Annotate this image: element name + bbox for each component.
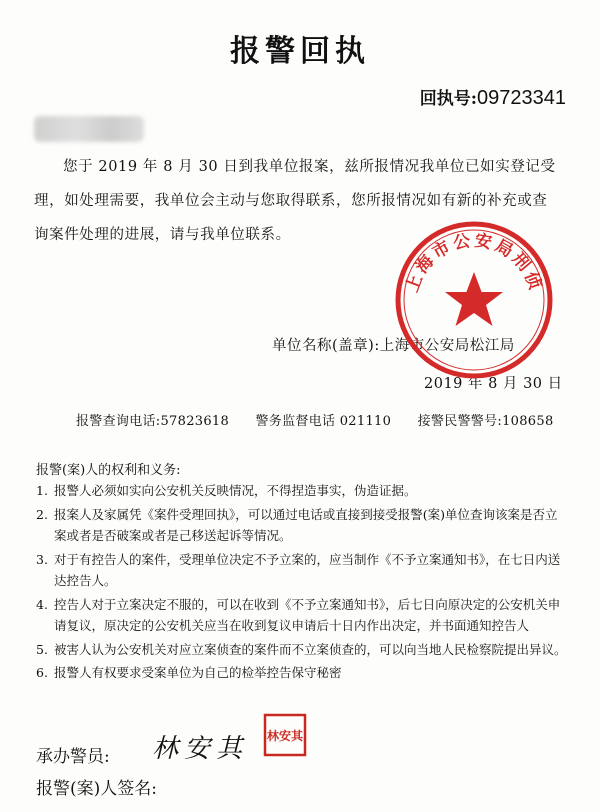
rights-item-number: 2. [36,506,48,522]
rights-item [36,480,568,502]
rights-item [36,639,568,661]
rights-item-number: 6. [36,665,48,680]
issue-date: 2019 年 8 月 30 日 [424,376,563,392]
reporter-signature-label: 报警(案)人签名: [36,779,157,799]
receipt-body: 您于 2019 年 8 月 30 日到我单位报案，兹所报情况我单位已如实登记受理，如处理需要，我单位会主动与您取得联系，您所报情况如有新的补充或查询案件处理的进展，请与我单位联系。 [34,159,556,243]
personal-stamp-icon [262,712,308,758]
rights-item-text: 报警人有权要求受案单位为自己的检举控告保守秘密 [54,665,342,680]
rights-item-text: 报警人必须如实向公安机关反映情况，不得捏造事实，伪造证据。 [54,483,417,498]
rights-item-number: 4. [36,596,48,612]
rights-item-text: 控告人对于立案决定不服的，可以在收到《不予立案通知书》，后七日向原决定的公安机关申请复议，原决定的公安机关应当在收到复议申请后十日内作出决定，并书面通知控告人 [54,596,561,633]
query-phone: 报警查询电话:57823618 [76,414,230,429]
supervision-phone: 警务监督电话 021110 [255,414,392,429]
rights-item [36,549,568,592]
receipt-number-value: 09723341 [477,87,566,109]
rights-item [36,504,568,547]
rights-item [36,594,568,637]
seal-star [445,272,503,326]
stamp-text: 林安其 [266,729,304,743]
redacted-name [34,116,144,142]
rights-item [36,662,568,684]
rights-item-number: 1. [36,483,48,498]
rights-list [36,480,568,686]
document-title: 报警回执 [230,34,370,69]
contact-phones [76,410,554,429]
unit-name: 单位名称(盖章):上海市公安局松江局 [272,338,515,354]
officer-label: 承办警员: [36,747,110,767]
rights-title: 报警(案)人的权利和义务: [36,463,181,478]
rights-item-text: 对于有控告人的案件，受理单位决定不予立案的，应当制作《不予立案通知书》，在七日内送达控告人。 [54,551,561,588]
rights-item-text: 报案人及家属凭《案件受理回执》，可以通过电话或直接到接受报警(案)单位查询该案是否立案或者是否破案或者是己移送起诉等情况。 [54,506,558,543]
officer-signature: 林安其 [152,734,249,764]
officer-badge-number: 接警民警警号:108658 [417,414,554,429]
rights-item-number: 3. [36,551,48,567]
receipt-number-label: 回执号: [419,89,478,109]
seal-text: 上海市公安局刑侦 [402,230,546,295]
rights-item-number: 5. [36,641,48,657]
receipt-number [420,84,566,110]
official-seal-icon [392,218,556,382]
rights-item-text: 被害人认为公安机关对应立案侦查的案件而不立案侦查的，可以向当地人民检察院提出异议。 [54,641,567,657]
